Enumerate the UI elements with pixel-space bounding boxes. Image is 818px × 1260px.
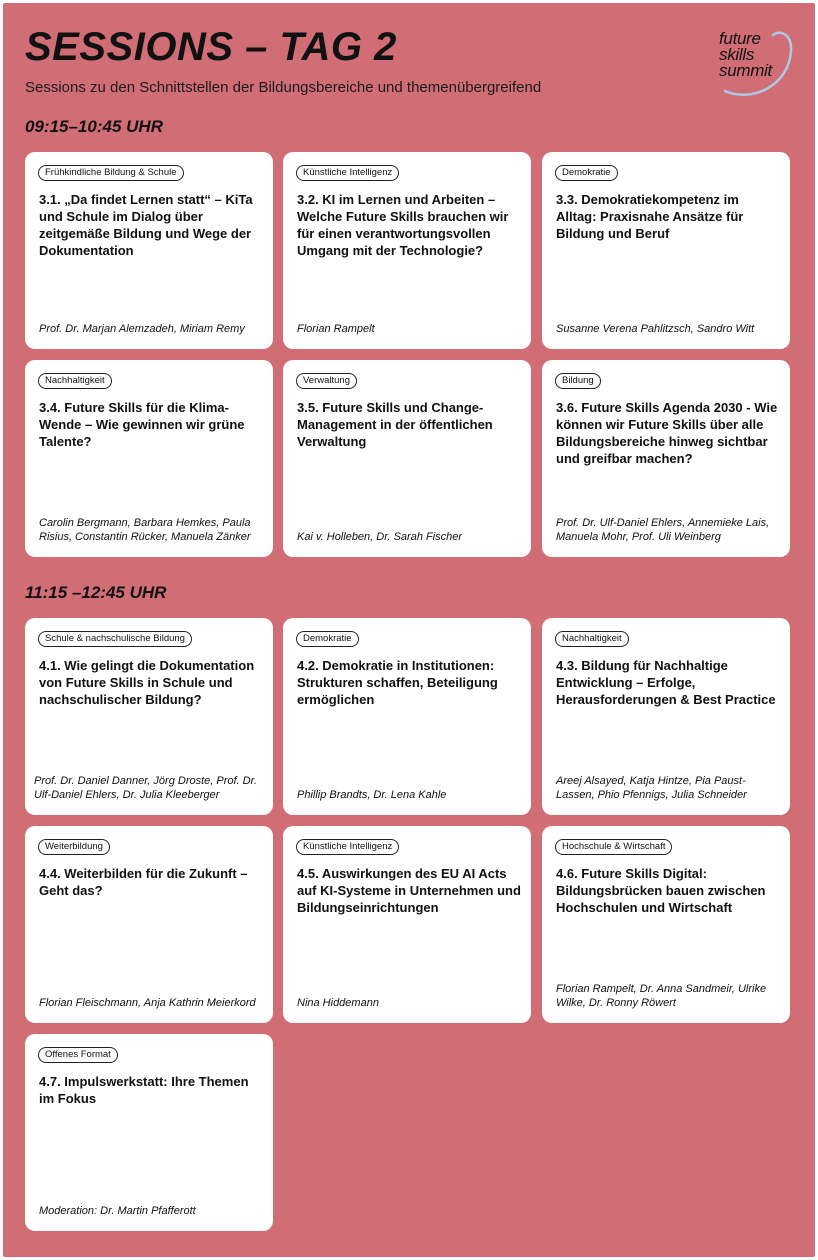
session-card[interactable] <box>283 152 531 349</box>
session-card[interactable] <box>542 826 790 1023</box>
session-card[interactable] <box>25 152 273 349</box>
session-card[interactable] <box>542 360 790 557</box>
page-title: SESSIONS – TAG 2 <box>25 25 397 69</box>
session-title: 3.6. Future Skills Agenda 2030 - Wie können wir Future Skills über alle Bildungsbereiche hinweg sichtbar und greifbar machen? <box>556 400 778 466</box>
session-title: 4.7. Impulswerkstatt: Ihre Themen im Fokus <box>39 1074 249 1106</box>
session-card[interactable] <box>25 618 273 815</box>
topic-tag: Bildung <box>555 373 601 389</box>
session-card[interactable] <box>283 360 531 557</box>
future-skills-summit-logo <box>715 25 795 101</box>
topic-tag: Hochschule & Wirtschaft <box>555 839 672 855</box>
topic-tag: Offenes Format <box>38 1047 118 1063</box>
session-title: 3.3. Demokratiekompetenz im Alltag: Praxisnahe Ansätze für Bildung und Beruf <box>556 192 744 241</box>
poster <box>3 3 815 1257</box>
session-card[interactable] <box>283 618 531 815</box>
session-speakers: Carolin Bergmann, Barbara Hemkes, Paula Risius, Constantin Rücker, Manuela Zänker <box>39 517 251 543</box>
session-speakers: Areej Alsayed, Katja Hintze, Pia Paust-Lassen, Phio Pfennigs, Julia Schneider <box>556 775 747 801</box>
session-speakers: Prof. Dr. Ulf-Daniel Ehlers, Annemieke Lais, Manuela Mohr, Prof. Uli Weinberg <box>556 517 770 543</box>
session-title: 4.1. Wie gelingt die Dokumentation von Future Skills in Schule und nachschulischer Bildung? <box>39 658 255 707</box>
logo-word-2: skills <box>719 45 755 64</box>
session-card[interactable] <box>25 1034 273 1231</box>
session-speakers: Florian Rampelt, Dr. Anna Sandmeir, Ulrike Wilke, Dr. Ronny Röwert <box>556 983 767 1009</box>
timeslot-2-heading: 11:15 –12:45 UHR <box>25 583 167 602</box>
session-title: 4.3. Bildung für Nachhaltige Entwicklung – Erfolge, Herausforderungen & Best Practice <box>556 658 776 707</box>
topic-tag: Verwaltung <box>296 373 357 389</box>
topic-tag: Demokratie <box>555 165 618 181</box>
topic-tag: Künstliche Intelligenz <box>296 165 399 181</box>
topic-tag: Demokratie <box>296 631 359 647</box>
session-card[interactable] <box>25 826 273 1023</box>
session-speakers: Kai v. Holleben, Dr. Sarah Fischer <box>297 531 463 543</box>
session-card[interactable] <box>283 826 531 1023</box>
page-subtitle: Sessions zu den Schnittstellen der Bildungsbereiche und themenübergreifend <box>25 79 542 96</box>
topic-tag: Frühkindliche Bildung & Schule <box>38 165 184 181</box>
session-title: 3.2. KI im Lernen und Arbeiten – Welche Future Skills brauchen wir für einen verantwortungsvollen Umgang mit der Technologie? <box>297 192 509 258</box>
session-speakers: Florian Fleischmann, Anja Kathrin Meierkord <box>39 997 256 1009</box>
session-speakers: Nina Hiddemann <box>297 997 379 1009</box>
session-speakers: Susanne Verena Pahlitzsch, Sandro Witt <box>556 323 755 335</box>
session-title: 4.6. Future Skills Digital: Bildungsbrücken bauen zwischen Hochschulen und Wirtschaft <box>556 866 766 915</box>
session-title: 3.5. Future Skills und Change-Management in der öffentlichen Verwaltung <box>297 400 493 449</box>
session-speakers: Florian Rampelt <box>297 323 375 335</box>
session-speakers: Phillip Brandts, Dr. Lena Kahle <box>297 789 447 801</box>
session-card[interactable] <box>542 618 790 815</box>
session-title: 3.1. „Da findet Lernen statt“ – KiTa und Schule im Dialog über zeitgemäße Bildung und Wege der Dokumentation <box>39 192 253 258</box>
logo-word-1: future <box>719 29 761 48</box>
session-title: 4.5. Auswirkungen des EU AI Acts auf KI-Systeme in Unternehmen und Bildungseinrichtungen <box>297 866 521 915</box>
session-speakers: Prof. Dr. Marjan Alemzadeh, Miriam Remy <box>39 323 245 335</box>
topic-tag: Nachhaltigkeit <box>38 373 112 389</box>
session-speakers: Moderation: Dr. Martin Pfafferott <box>39 1205 196 1217</box>
topic-tag: Weiterbildung <box>38 839 110 855</box>
session-speakers: Prof. Dr. Daniel Danner, Jörg Droste, Prof. Dr. Ulf-Daniel Ehlers, Dr. Julia Kleeberger <box>34 775 257 801</box>
session-title: 3.4. Future Skills für die Klima-Wende – Wie gewinnen wir grüne Talente? <box>39 400 245 449</box>
session-card[interactable] <box>542 152 790 349</box>
topic-tag: Künstliche Intelligenz <box>296 839 399 855</box>
session-title: 4.4. Weiterbilden für die Zukunft – Geht das? <box>39 866 248 898</box>
timeslot-1-heading: 09:15–10:45 UHR <box>25 117 163 136</box>
logo-word-3: summit <box>719 61 772 80</box>
topic-tag: Schule & nachschulische Bildung <box>38 631 192 647</box>
topic-tag: Nachhaltigkeit <box>555 631 629 647</box>
session-card[interactable] <box>25 360 273 557</box>
session-title: 4.2. Demokratie in Institutionen: Strukturen schaffen, Beteiligung ermöglichen <box>297 658 498 707</box>
